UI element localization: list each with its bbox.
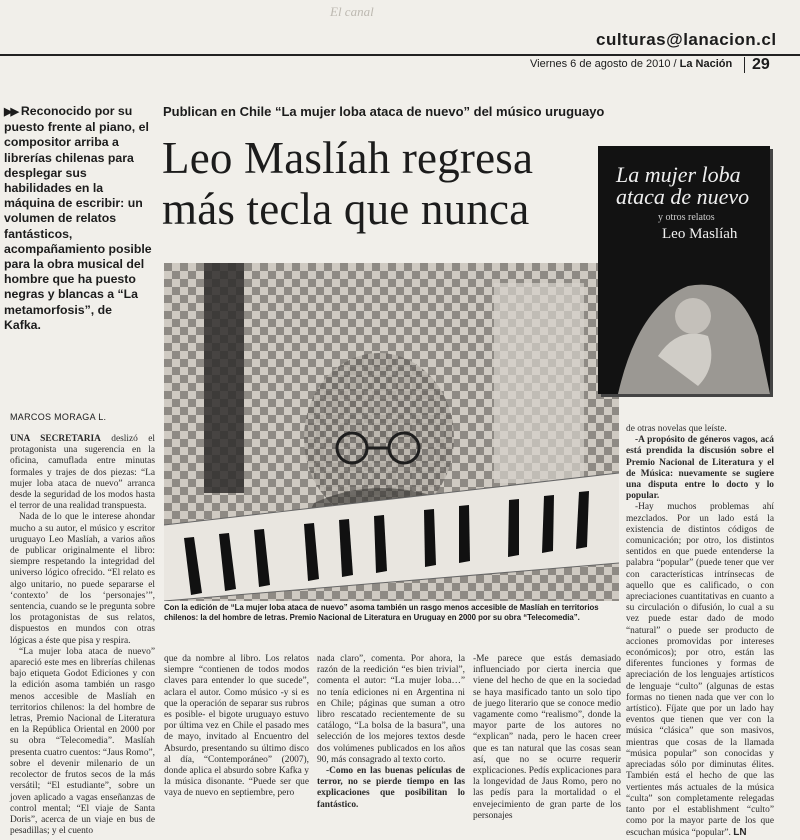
book-author: Leo Maslíah [662, 226, 738, 242]
page-number: 29 [752, 56, 770, 73]
page-divider [744, 57, 745, 73]
body-column-4 [473, 654, 621, 822]
headline: Leo Maslíah regresa más tecla que nunca [162, 133, 534, 234]
paragraph: que da nombre al libro. Los relatos siempre “contienen de todos modos claves para entender lo que sucede”, aclara el autor. Como músico -y si es que la operación de separar sus rubros es posible- el bigote uruguayo estuvo por última vez en Chile el pasado mes de mayo, invitado al Encuentro del Absurdo, presentando su último disco al día, “Contemporáneo” (2007), donde aplica el absurdo sobre Kafka y la música disonante. “Puede ser que vaya de nuevo en septiembre, pero [164, 654, 309, 799]
body-column-5 [626, 424, 774, 840]
body-column-1 [10, 434, 155, 837]
photo-caption: Con la edición de “La mujer loba ataca de nuevo” asoma también un rasgo menos accesible de Maslíah en territorios chilenos: la del hombre de letras. Premio Nacional de Literatura en Uruguay en 2000 por su obra “Telecomedia”. [164, 603, 599, 622]
paragraph: Nada de lo que le interese ahondar mucho a su autor, el músico y escritor uruguayo Leo Maslíah, a varios años de publicar originalmente el libro: siempre respetando la integridad del universo lógico ofrecido. “El relato es algo unitario, no puede separarse el ‘contexto’ de los ‘personajes’”, sentencia, cuando se le pregunta sobre los protagonistas de sus relatos, dispuestos en mundos con otras lógicas a éste que pisa y respira. [10, 512, 155, 646]
date: Viernes 6 de agosto de 2010 [530, 58, 671, 70]
double-arrow-icon: ▶▶ [4, 106, 17, 118]
book-cover-illustration [598, 246, 770, 394]
date-separator: / [670, 58, 680, 70]
lead-text: Reconocido por su puesto frente al piano, el compositor arriba a librerías chilenas para desplegar sus habilidades en la máquina de escribir: un volumen de relatos fantásticos, acompañamiento posible para la obra musical del hombre que ha puesto negras y blancas a “La metamorfosis”, de Kafka. [4, 104, 152, 332]
paragraph: -Me parece que estás demasiado influenciado por cierta inercia que viene del hecho de que en la sociedad se haya masificado tanto un solo tipo de juego literario que se conoce medio vagamente como “realismo”, donde la mayor parte de los autores no “explican” nada, pero le hacen creer que es tan natural que las cosas sean así, que no se ocurre requerir explicaciones. Pedís explicaciones para la longevidad de Jaus Romo, pero no las pedís para la mortalidad o el envejecimiento de gran parte de los personajes [473, 654, 621, 821]
signature-ln: LN [733, 827, 747, 839]
body-column-2 [164, 654, 309, 800]
site-email: culturas@lanacion.cl [596, 30, 777, 49]
ghost-text: El canal [330, 4, 374, 19]
kicker: Publican en Chile “La mujer loba ataca de nuevo” del músico uruguayo [163, 104, 605, 119]
book-subtitle: y otros relatos [658, 212, 715, 223]
photo-man-at-piano [164, 263, 619, 601]
lead-summary [4, 104, 152, 333]
header-rule [0, 54, 800, 56]
book-title: La mujer loba ataca de nuevo [616, 162, 750, 209]
paragraph: nada claro”, comenta. Por ahora, la razón de la reedición “es bien trivial”, comenta el autor: “La mujer loba…” no tenía ediciones ni en Argentina ni en Chile; páginas que suman a otro libro rescatado recientemente de su catálogo, “La bolsa de la basura”, una selección de los mejores textos desde dos volúmenes publicados en los años 90, más consagrado al texto corto. [317, 654, 465, 765]
dateline [530, 58, 732, 70]
interview-question: -A propósito de géneros vagos, acá está prendida la discusión sobre el Premio Nacional de Literatura y el de Música: nuevamente se sugiere una disputa entre lo docto y lo popular. [626, 435, 774, 502]
book-cover [598, 146, 770, 394]
piano-photo-illustration [164, 263, 619, 601]
paragraph: “La mujer loba ataca de nuevo” apareció este mes en librerías chilenas bajo etiqueta Godot Ediciones y con la edición asoma también un rasgo menos accesible de Maslíah en territorios chilenos: la del hombre de letras, Premio Nacional de Literatura en la República Oriental en 2000 por su obra “Telecomedia”. Maslíah presenta cuatro cuentos: “Jaus Romo”, sobre el devenir milenario de un recolector de frutos secos de la más versátil; “El estudiante”, sobre un joven aplicado a vagas enseñanzas de control mental; “El viaje de Santa Doris”, acerca de un viaje en bus de pesadillas; y el cuento [10, 646, 156, 837]
interview-question: -Como en las buenas películas de terror, no se pierde tiempo en las explicaciones que posibilitan lo fantástico. [317, 766, 465, 810]
dropcap-lead: UNA SECRETARIA [10, 434, 101, 444]
body-column-3 [317, 654, 465, 811]
paragraph: -Hay muchos problemas ahí mezclados. Por un lado está la existencia de distintos códigos de comunicación; por otro, los distintos sentidos en que puede entenderse la palabra “popular” (puede tener que ver con características intrínsecas de aquello que es calificado, o con apreciaciones cuantitativas en cuanto a su circulación o difusión, lo cual a su vez puede estar dado de modo “natural” o puede ser producto de acciones promovidas por intereses económicos); por otro, están las diferentes funciones y formas de apreciación de los lenguajes artísticos de lenguaje “culto” (algunas de estas formas no tienen nada que ver con lo artístico). Fíjate que por un lado hay eventos que tienen que ver con la música “clásica” que son masivos, mientras que cosas de la llamada “música popular” son conocidas y apreciadas sólo por diminutas élites. También está el hecho de que las vertientes más actuales de la música “culta” son completamente relegadas tanto por el establishment “culto” como por la mayor parte de los que escuchan música “popular”. LN [626, 502, 774, 839]
byline: MARCOS MORAGA L. [10, 412, 107, 422]
paragraph: UNA SECRETARIA deslizó el protagonista una sugerencia en la oficina, camuflada entre minutas formales y trajes de dos piezas: “La mujer loba ataca de nuevo” arranca desde la seguridad de los modos hasta el terror de una realidad transpuesta. [10, 434, 155, 512]
paper-name: La Nación [679, 58, 733, 70]
paragraph: de otras novelas que leíste. [626, 424, 727, 434]
